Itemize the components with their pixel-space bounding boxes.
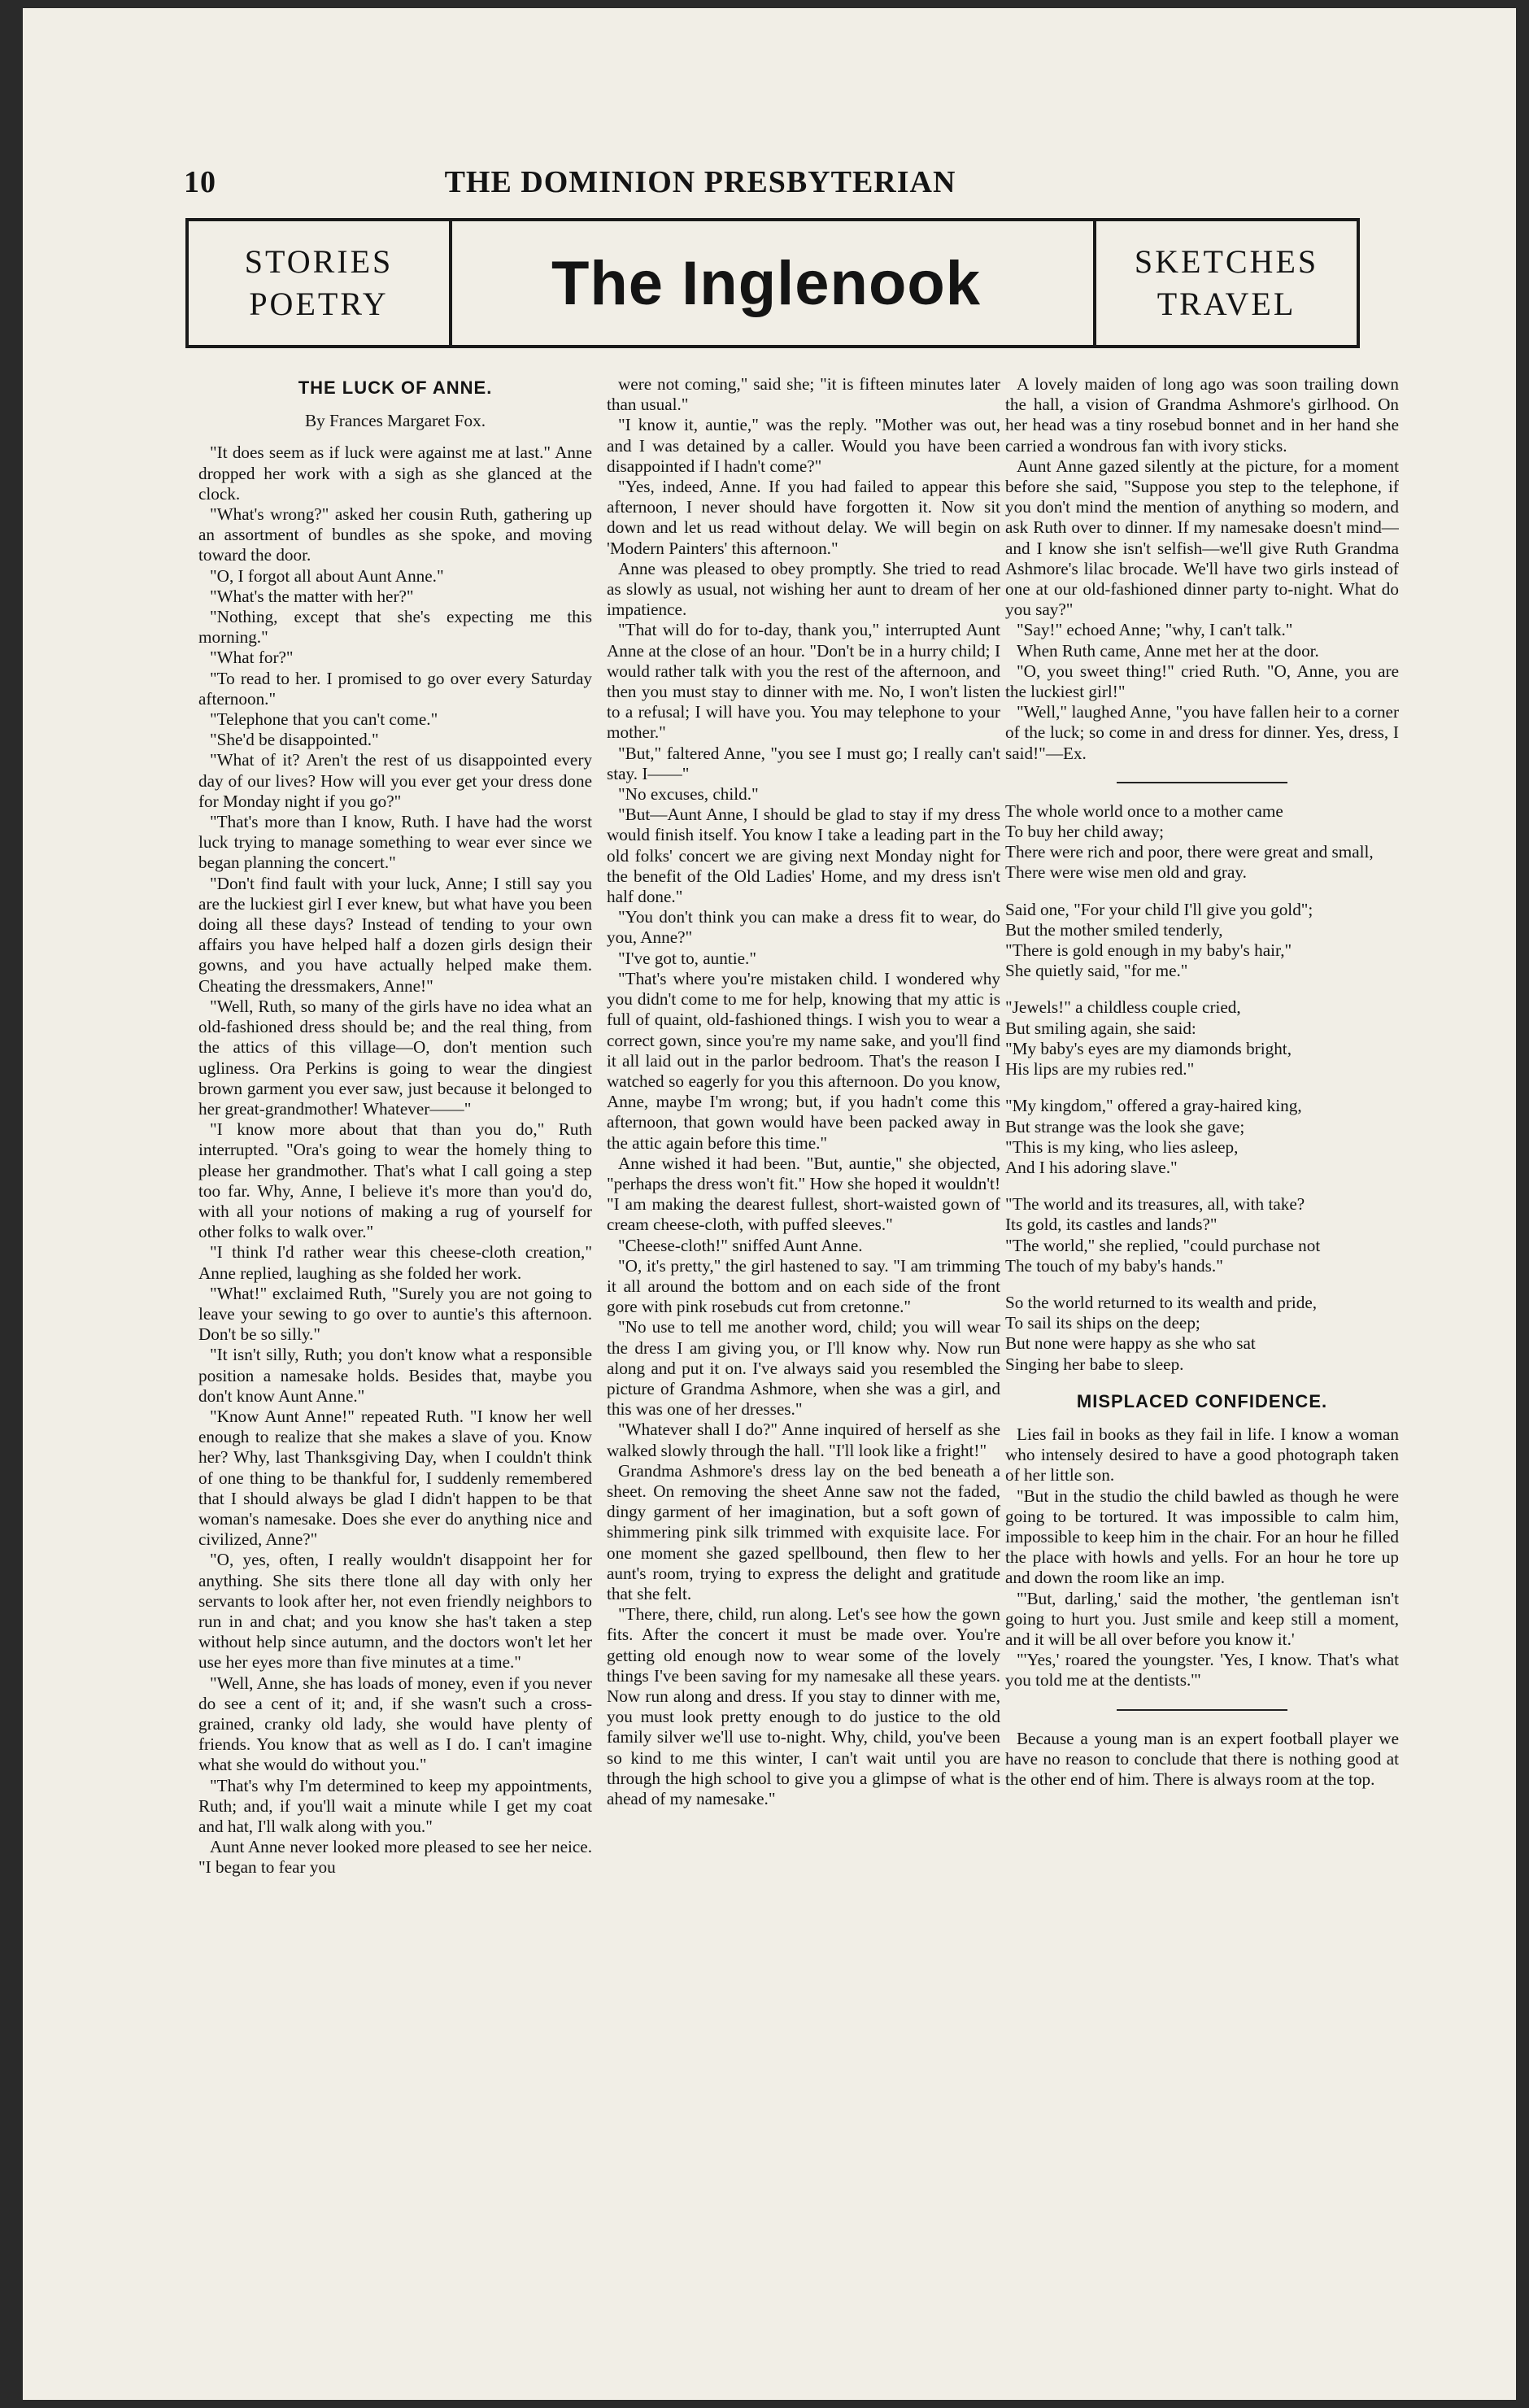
paragraph: "Cheese-cloth!" sniffed Aunt Anne.: [618, 1235, 863, 1255]
paragraph: "What's the matter with her?": [210, 586, 414, 606]
poem-line: "This is my king, who lies asleep,: [1005, 1136, 1239, 1157]
paragraph: "I think I'd rather wear this cheese-cloth creation," Anne replied, laughing as she folded her work.: [198, 1242, 592, 1283]
paragraph: "That's where you're mistaken child. I wondered why you didn't come to me for help, knowing that my attic is full of quaint, old-fashioned things. I wish you to wear a correct gown, since you're my name sake, and you'll find it all laid out in the parlor bedroom. That's the reason I watched so eagerly for you this afternoon. Do you know, Anne, maybe I'm wrong; but, if you hadn't come this afternoon, that gown would have been packed away in the attic again before this time.": [607, 968, 1000, 1153]
banner-right-line-1: SKETCHES: [1134, 243, 1319, 280]
misplaced-confidence-body: [1005, 1424, 1399, 1691]
poem-line: But none were happy as she who sat: [1005, 1333, 1256, 1354]
paragraph: "O, it's pretty," the girl hastened to say. "I am trimming it all around the bottom and on each side of the front gore with pink rosebuds cut from cretonne.": [607, 1255, 1000, 1317]
paragraph: "What of it? Aren't the rest of us disappointed every day of our lives? How will you ever get your dress done for Monday night if you go?": [198, 750, 592, 811]
poem-line: The touch of my baby's hands.": [1005, 1255, 1223, 1276]
paragraph: "I know more about that than you do," Ruth interrupted. "Ora's going to wear the homely thing to please her grandmother. That's what I call going a step too far. Why, Anne, I believe it's more than you'd do, with all your notions of making a rug of yourself for other folks to walk over.": [198, 1119, 592, 1242]
poem-line: To sail its ships on the deep;: [1005, 1313, 1200, 1333]
paragraph: "What's wrong?" asked her cousin Ruth, gathering up an assortment of bundles as she spoke, and moving toward the door.: [198, 504, 592, 565]
poem-line: There were wise men old and gray.: [1005, 862, 1247, 883]
banner-left-line-2: POETRY: [249, 286, 389, 322]
poem-line: But smiling again, she said:: [1005, 1018, 1196, 1038]
paragraph: "Whatever shall I do?" Anne inquired of herself as she walked slowly through the hall. "I'll look like a fright!": [607, 1420, 1000, 1460]
paragraph: "What for?": [210, 648, 294, 668]
paragraph: "Telephone that you can't come.": [210, 709, 438, 730]
paragraph: Anne was pleased to obey promptly. She tried to read as slowly as usual, not wishing her aunt to dream of her impatience.: [607, 558, 1000, 620]
column-2: [607, 374, 1000, 2343]
paragraph: "To read to her. I promised to go over every Saturday afternoon.": [198, 668, 592, 709]
paragraph: "Well, Anne, she has loads of money, even if you never do see a cent of it; and, if she wasn't such a cross-grained, cranky old lady, she would have plenty of friends. You know that as well as I do. I can't imagine what she would do without you.": [198, 1673, 592, 1775]
poem-line: "The world and its treasures, all, with take?: [1005, 1194, 1305, 1215]
paragraph: "But in the studio the child bawled as though he were going to be tortured. It was impossible to calm him, impossible to keep him in the chair. For an hour he filled the place with howls and yells. For an hour he tore up and down the room like an imp.: [1005, 1485, 1399, 1588]
paragraph: "Don't find fault with your luck, Anne; I still say you are the luckiest girl I ever knew, but what have you been doing all these days? Instead of tending to your own affairs you have helped half a dozen girls design their gowns, and you have actually helped make them. Cheating the dressmakers, Anne!": [198, 873, 592, 996]
paragraph: "Well, Ruth, so many of the girls have no idea what an old-fashioned dress should be; and the real thing, from the attics of this village—O, don't mention such ugliness. Ora Perkins is going to wear the dingiest brown garment you ever saw, just because it belonged to her great-grandmother! Whatever——": [198, 996, 592, 1119]
column-3: [1005, 374, 1399, 2343]
poem-line: "Jewels!" a childless couple cried,: [1005, 997, 1241, 1018]
paragraph: "Nothing, except that she's expecting me this morning.": [198, 607, 592, 648]
paragraph: "O, you sweet thing!" cried Ruth. "O, Anne, you are the luckiest girl!": [1005, 661, 1399, 702]
paragraph: "But," faltered Anne, "you see I must go; I really can't stay. I——": [607, 743, 1000, 783]
paragraph: Anne wished it had been. "But, auntie," she objected, "perhaps the dress won't fit." How she hoped it wouldn't! "I am making the dearest fullest, short-waisted gown of cream cheese-cloth, with puffed sleeves.": [607, 1153, 1000, 1235]
poem-line: The whole world once to a mother came: [1005, 800, 1283, 821]
poem-line: There were rich and poor, there were great and small,: [1005, 842, 1374, 862]
poem-stanza: [1005, 1293, 1399, 1375]
page-number: 10: [184, 165, 216, 199]
story-body-part-2: [607, 374, 1000, 1809]
poem-line: So the world returned to its wealth and pride,: [1005, 1292, 1318, 1312]
paragraph: "No use to tell me another word, child; you will wear the dress I am giving you, or I'll know why. Now run along and put it on. I've always said you resembled the picture of Grandma Ashmore, when she was a girl, and this was one of her dresses.": [607, 1317, 1000, 1420]
section-divider: [1117, 782, 1287, 783]
banner-title-panel: [449, 221, 1083, 345]
paragraph: Lies fail in books as they fail in life. I know a woman who intensely desired to have a good photograph taken of her little son.: [1005, 1424, 1399, 1485]
paragraph: "There, there, child, run along. Let's see how the gown fits. After the concert it must be made over. You're getting old enough now to wear some of the lovely things I've been saving for my namesake all these years. Now run along and dress. If you stay to dinner with me, you must look pretty enough to do justice to the old family silver we'll use to-night. Why, child, you've been so kind to me this winter, I can't wait until you are through the high school to give you a glimpse of what is ahead of my namesake.": [607, 1604, 1000, 1809]
section-banner: [185, 218, 1360, 348]
poem-stanza: [1005, 900, 1399, 982]
paragraph: "O, yes, often, I really wouldn't disappoint her for anything. She sits there tlone all day with only her servants to look after her, not even friendly neighbors to run in and chat; and you know she has't taken a step without help since autumn, and the doctors won't let her use her eyes more than five minutes at a time.": [198, 1550, 592, 1673]
paragraph: "You don't think you can make a dress fit to wear, do you, Anne?": [607, 907, 1000, 948]
poem-line: To buy her child away;: [1005, 822, 1165, 842]
paragraph: "'Yes,' roared the youngster. 'Yes, I know. That's what you told me at the dentists.'": [1005, 1650, 1399, 1690]
paragraph: "It does seem as if luck were against me at last." Anne dropped her work with a sigh as she glanced at the clock.: [198, 443, 592, 504]
poem-line: "There is gold enough in my baby's hair,": [1005, 940, 1292, 961]
paragraph: "It isn't silly, Ruth; you don't know what a responsible position a namesake holds. Besides that, maybe you don't know Aunt Anne.": [198, 1345, 592, 1406]
paragraph: When Ruth came, Anne met her at the door.: [1017, 640, 1319, 661]
paragraph: "That will do for to-day, thank you," interrupted Aunt Anne at the close of an hour. "Don't be in a hurry child; I would rather talk with you the rest of the afternoon, and then you must stay to dinner with me. No, I won't listen to a refusal; I will have you. You may telephone to your mother.": [607, 620, 1000, 743]
poem-stanza: [1005, 997, 1399, 1080]
poem-stanza: [1005, 1096, 1399, 1178]
story-byline: By Frances Margaret Fox.: [304, 411, 486, 431]
poem-line: "My baby's eyes are my diamonds bright,: [1005, 1038, 1292, 1058]
paragraph: "But—Aunt Anne, I should be glad to stay if my dress would finish itself. You know I take a leading part in the old folks' concert we are giving next Monday night for the benefit of the Old Ladies' Home, and my dress isn't half done.": [607, 805, 1000, 907]
story-body-part-3: [1005, 374, 1399, 764]
filler-paragraph: Because a young man is an expert football player we have no reason to conclude that there is nothing good at the other end of him. There is always room at the top.: [1005, 1728, 1399, 1789]
paragraph: "'But, darling,' said the mother, 'the gentleman isn't going to hurt you. Just smile and keep still a moment, and it will be all over before you know it.': [1005, 1588, 1399, 1649]
poem-stanza: [1005, 1194, 1399, 1276]
poem-line: "My kingdom," offered a gray-haired king,: [1005, 1096, 1302, 1116]
section-divider: [1117, 1709, 1287, 1711]
banner-left-panel: [189, 221, 452, 345]
story-body-part-1: [198, 443, 592, 1878]
story-title: THE LUCK OF ANNE.: [298, 377, 493, 398]
misplaced-confidence-title: MISPLACED CONFIDENCE.: [1076, 1390, 1328, 1411]
poem-line: Said one, "For your child I'll give you gold";: [1005, 899, 1313, 919]
column-1: [198, 374, 592, 2343]
paragraph: "That's more than I know, Ruth. I have had the worst luck trying to manage something to wear ever since we began planning the concert.": [198, 812, 592, 873]
paragraph: "What!" exclaimed Ruth, "Surely you are not going to leave your sewing to go over to auntie's this afternoon. Don't be so silly.": [198, 1283, 592, 1345]
paragraph: "No excuses, child.": [618, 784, 759, 805]
poem-line: But strange was the look she gave;: [1005, 1116, 1245, 1136]
poem-line: Its gold, its castles and lands?": [1005, 1215, 1218, 1235]
paragraph: were not coming," said she; "it is fifteen minutes later than usual.": [607, 374, 1000, 415]
paragraph: "That's why I'm determined to keep my appointments, Ruth; and, if you'll wait a minute while I get my coat and hat, I'll walk along with you.": [198, 1775, 592, 1837]
poem-line: She quietly said, "for me.": [1005, 961, 1188, 981]
poem-line: "The world," she replied, "could purchase not: [1005, 1235, 1321, 1255]
banner-left-line-1: STORIES: [244, 243, 394, 280]
paragraph: "Say!" echoed Anne; "why, I can't talk.": [1017, 620, 1293, 640]
banner-right-panel: [1093, 221, 1357, 345]
poem-line: And I his adoring slave.": [1005, 1157, 1178, 1177]
poem-line: Singing her babe to sleep.: [1005, 1354, 1184, 1374]
paragraph: "Yes, indeed, Anne. If you had failed to appear this afternoon, I never should have forgotten it. Now sit down and let us read without delay. We will begin on 'Modern Painters' this afternoon.": [607, 477, 1000, 558]
section-title: The Inglenook: [551, 248, 982, 318]
poem-line: But the mother smiled tenderly,: [1005, 919, 1223, 940]
paragraph: "O, I forgot all about Aunt Anne.": [210, 565, 444, 586]
paragraph: "Well," laughed Anne, "you have fallen heir to a corner of the luck; so come in and dress for dinner. Yes, dress, I said!"—Ex.: [1005, 702, 1399, 763]
poem: [1005, 801, 1399, 1375]
poem-line: His lips are my rubies red.": [1005, 1059, 1195, 1080]
paragraph: "She'd be disappointed.": [210, 730, 379, 750]
poem-stanza: [1005, 801, 1399, 883]
paragraph: "I know it, auntie," was the reply. "Mother was out, and I was detained by a caller. Would you have been disappointed if I hadn't come?": [607, 415, 1000, 476]
paragraph: "Know Aunt Anne!" repeated Ruth. "I know her well enough to realize that she makes a slave of you. Know her? Why, last Thanksgiving Day, when I couldn't think of one thing to be thankful for, I suddenly remembered that I should always be glad I didn't happen to be that woman's namesake. Does she ever do anything nice and civilized, Anne?": [198, 1406, 592, 1550]
paragraph: "I've got to, auntie.": [618, 948, 756, 968]
paragraph: Aunt Anne gazed silently at the picture, for a moment before she said, "Suppose you step to the telephone, if you don't mind the mention of anything so modern, and ask Ruth over to dinner. If my namesake doesn't mind—and I know she isn't selfish—we'll give Ruth Grandma Ashmore's lilac brocade. We'll have two girls instead of one at our old-fashioned dinner party to-night. What do you say?": [1005, 456, 1399, 620]
paragraph: Aunt Anne never looked more pleased to see her neice. "I began to fear you: [198, 1837, 592, 1878]
publication-title: THE DOMINION PRESBYTERIAN: [444, 165, 956, 199]
paragraph: Grandma Ashmore's dress lay on the bed beneath a sheet. On removing the sheet Anne saw not the faded, dingy garment of her imagination, but a soft gown of shimmering pink silk trimmed with exquisite lace. For one moment she gazed spellbound, then flew to her aunt's room, trying to express the delight and gratitude that she felt.: [607, 1460, 1000, 1603]
banner-right-line-2: TRAVEL: [1157, 286, 1296, 322]
newspaper-page: [23, 8, 1516, 2400]
paragraph: A lovely maiden of long ago was soon trailing down the hall, a vision of Grandma Ashmore's girlhood. On her head was a tiny rosebud bonnet and in her hand she carried a wondrous fan with ivory sticks.: [1005, 374, 1399, 456]
